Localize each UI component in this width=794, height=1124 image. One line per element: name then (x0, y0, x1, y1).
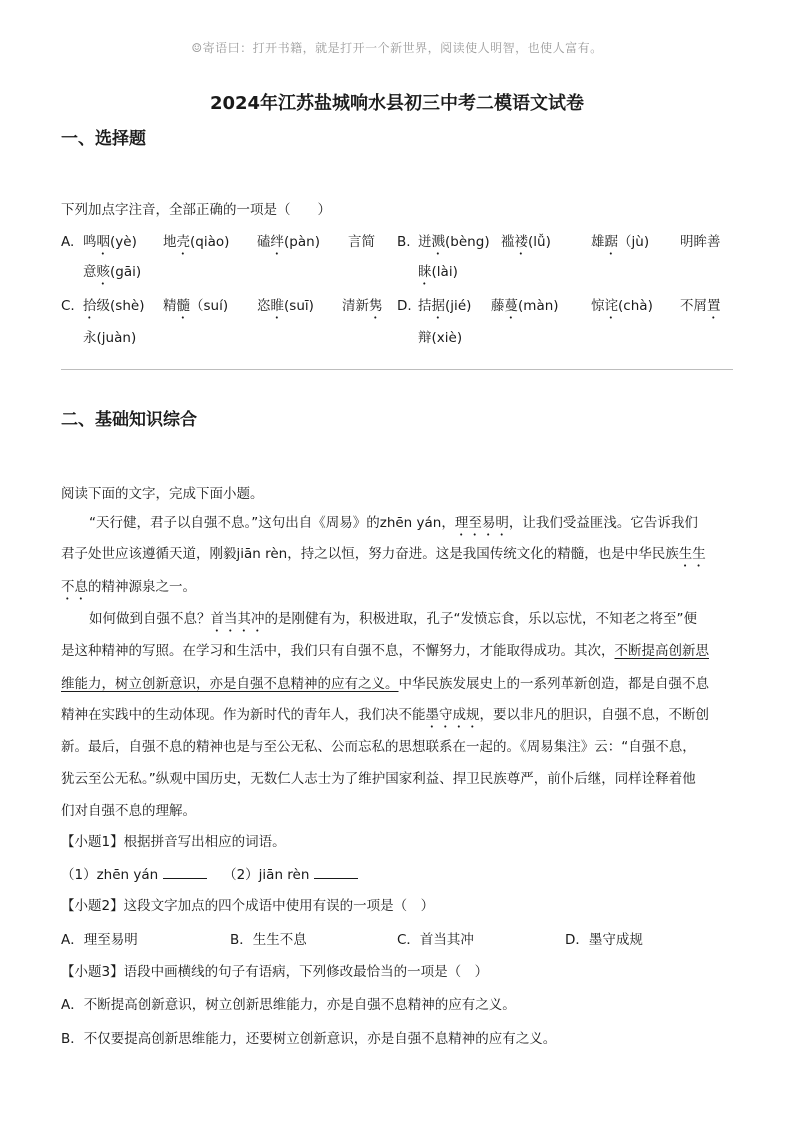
passage-line: 维能力，树立创新意识，亦是自强不息精神的应有之义。中华民族发展史上的一系列革新创造，都是自强不息 (61, 676, 709, 692)
passage-line: 如何做到自强不息？首当其冲的是刚健有为，积极进取，孔子“发愤忘食，乐以忘忧，不知老之将至”便 (89, 611, 697, 627)
option-item-wrap: 明眸善 (680, 234, 721, 250)
option-item-continued: 辩(xiè) (418, 330, 463, 346)
option-item-wrap: 不屑置 (680, 298, 721, 314)
q2-option-d[interactable]: D．墨守成规 (565, 932, 643, 948)
option-item: 精髓（suí) (163, 298, 229, 314)
blank-label-1: （1）zhēn yán (61, 867, 159, 883)
passage-line: 君子处世应该遵循天道，刚毅jiān rèn，持之以恒，努力奋进。这是我国传统文化的精髓，也是中华民族生生 (61, 546, 706, 562)
answer-blank-1[interactable] (163, 865, 207, 879)
option-item-continued: 睐(lài) (418, 264, 458, 280)
option-letter: D. (397, 298, 412, 314)
option-item: 拾级(shè) (83, 298, 145, 314)
blank-label-2: （2）jiān rèn (223, 867, 310, 883)
passage-line: 不息的精神源泉之一。 (61, 579, 196, 595)
option-item: 鸣咽(yè) (83, 234, 137, 250)
motto-header: ☺寄语曰：打开书籍，就是打开一个新世界，阅读使人明智，也使人富有。 (191, 41, 603, 55)
reading-intro: 阅读下面的文字，完成下面小题。 (61, 486, 264, 502)
option-item-continued: 永(juàn) (83, 330, 137, 346)
option-item-continued: 意赅(gāi) (83, 264, 142, 280)
option-letter: A. (61, 234, 75, 250)
page-title: 2024年江苏盐城响水县初三中考二模语文试卷 (209, 93, 585, 114)
option-letter: B. (397, 234, 411, 250)
passage-line: 犹云至公无私。”纵观中国历史，无数仁人志士为了维护国家利益、捍卫民族尊严，前仆后继，同样诠释着他 (61, 771, 696, 787)
section-heading-2: 二、基础知识综合 (61, 410, 197, 430)
q3-option-b[interactable]: B．不仅要提高创新思维能力，还要树立创新意识，亦是自强不息精神的应有之义。 (61, 1031, 557, 1047)
question-stem: 下列加点字注音，全部正确的一项是（ ） (61, 202, 331, 218)
option-letter: C. (61, 298, 75, 314)
section-divider (61, 369, 733, 370)
section-heading-1: 一、选择题 (61, 129, 146, 149)
option-item: 惊诧(chà) (591, 298, 653, 314)
option-item: 拮据(jié) (418, 298, 472, 314)
passage-line: 们对自强不息的理解。 (61, 803, 196, 819)
option-item: 磕绊(pàn) (257, 234, 320, 250)
option-item-wrap: 清新隽 (342, 298, 383, 314)
option-item: 褴褛(lǚ) (501, 234, 551, 250)
option-item: 地壳(qiào) (163, 234, 230, 250)
option-item: 恣睢(suī) (257, 298, 314, 314)
option-item-wrap: 言简 (348, 234, 375, 250)
subquestion-3: 【小题3】语段中画横线的句子有语病，下列修改最恰当的一项是（ ） (61, 964, 489, 980)
option-item: 雄踞（jù) (591, 234, 650, 250)
answer-blank-2[interactable] (314, 865, 358, 879)
q2-option-b[interactable]: B．生生不息 (230, 932, 307, 948)
passage-line: 新。最后，自强不息的精神也是与至公无私、公而忘私的思想联系在一起的。《周易集注》云：“自强不息， (61, 739, 696, 755)
option-item: 迸溅(bèng) (418, 234, 490, 250)
passage-line: 是这种精神的写照。在学习和生活中，我们只有自强不息，不懈努力，才能取得成功。其次，不断提高创新思 (61, 643, 709, 659)
q2-option-a[interactable]: A．理至易明 (61, 932, 138, 948)
q3-option-a[interactable]: A．不断提高创新意识，树立创新思维能力，亦是自强不息精神的应有之义。 (61, 997, 516, 1013)
passage-line: 精神在实践中的生动体现。作为新时代的青年人，我们决不能墨守成规，要以非凡的胆识，自强不息，不断创 (61, 707, 709, 723)
subquestion-2: 【小题2】这段文字加点的四个成语中使用有误的一项是（ ） (61, 898, 435, 914)
q2-option-c[interactable]: C．首当其冲 (397, 932, 474, 948)
passage-line: “天行健，君子以自强不息。”这句出自《周易》的zhēn yán，理至易明，让我们受益匪浅。它告诉我们 (89, 515, 698, 531)
option-item: 藤蔓(màn) (491, 298, 559, 314)
subquestion-1-blanks (61, 865, 358, 884)
subquestion-1: 【小题1】根据拼音写出相应的词语。 (61, 834, 286, 850)
